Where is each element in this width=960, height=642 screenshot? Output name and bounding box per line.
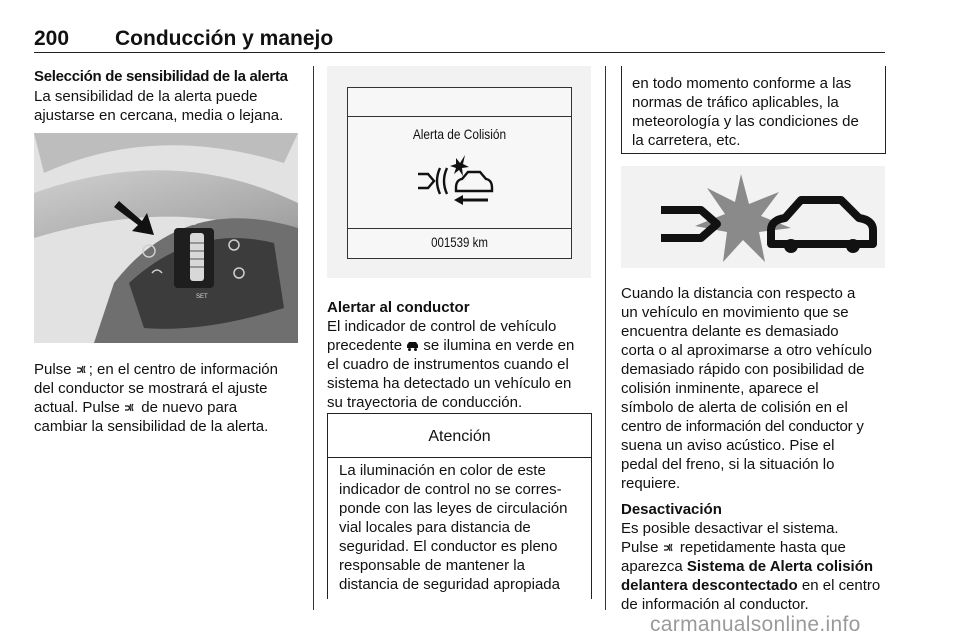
alert-driver-heading: Alertar al conductor [327,299,470,316]
alert-driver-line-5: su trayectoria de conducción. [327,394,523,411]
distance-line-10: pedal del freno, si la situación lo [621,456,835,473]
warning-box [327,413,592,599]
warning-title: Atención [428,428,491,445]
warning-line-7: distancia de seguridad apropiada [339,576,560,593]
front-vehicle-outline [771,200,873,244]
collision-button-icon [124,400,137,413]
distance-line-6: colisión inminente, aparece el [621,380,819,397]
distance-line-7: símbolo de alerta de colisión en el [621,399,848,416]
alert-driver-line-1: El indicador de control de vehículo [327,318,557,335]
deactivation-line-4 [621,576,880,596]
sensitivity-heading: Selección de sensibilidad de la alerta [34,68,288,85]
warning-line-5: seguridad. El conductor es pleno [339,538,558,555]
res-label: RES [184,221,197,227]
distance-line-1: Cuando la distancia con respecto a [621,285,856,302]
column-divider-2 [605,66,606,610]
sensitivity-intro-line-1: La sensibilidad de la alerta puede [34,88,258,105]
note-line-1: en todo momento conforme a las [632,75,852,92]
warning-line-3: ponde con las leyes de circulación [339,500,568,517]
collision-symbol-svg [621,166,885,268]
display-title: Alerta de Colisión [412,126,507,142]
distance-line-2: un vehículo en movimiento que se [621,304,849,321]
distance-line-9: suena un aviso acústico. Pise el [621,437,835,454]
collision-alert-icon [412,152,508,210]
distance-line-3: encuentra delante es demasiado [621,323,839,340]
sensitivity-body-line-4: cambiar la sensibilidad de la alerta. [34,418,269,435]
distance-line-8: centro de información del conductor y [621,418,864,435]
alert-driver-line-4: sistema ha detectado un vehículo en [327,375,572,392]
text-fragment: Pulse [34,361,76,378]
cluster-display-illustration [327,66,591,278]
vehicle-ahead-icon [406,338,419,351]
note-line-4: la carretera, etc. [632,132,741,149]
text-fragment: ; en el centro de información [88,361,278,378]
distance-line-4: corta o al aproximarse a otro vehículo [621,342,872,359]
deactivation-line-2 [621,538,846,558]
warning-line-2: indicador de control no se corres- [339,481,562,498]
text-fragment: precedente [327,337,407,354]
message-text-bold: delantera descontectado [621,577,798,594]
distance-line-5: demasiado rápido con posibilidad de [621,361,865,378]
collision-button-icon [663,540,676,553]
warning-line-6: responsable de mantener la [339,557,525,574]
note-line-3: meteorología y las condiciones de [632,113,859,130]
collision-symbol-illustration [621,166,885,268]
text-fragment: se ilumina en verde en [419,337,575,354]
page-header-title: Conducción y manejo [115,27,334,50]
steering-wheel-svg [34,133,298,343]
warning-line-1: La iluminación en color de este [339,462,546,479]
text-fragment: Pulse [621,539,663,556]
text-fragment: de nuevo para [137,399,238,416]
text-fragment: aparezca [621,558,687,575]
warning-title-rule [328,457,591,458]
alert-driver-line-2 [327,336,574,356]
message-text-bold: Sistema de Alerta colisión [686,558,874,575]
alert-driver-line-3: el cuadro de instrumentos cuando el [327,356,569,373]
distance-line-11: requiere. [621,475,681,492]
odometer-readout: 001539 km [431,234,488,250]
deactivation-line-3 [621,557,873,577]
text-fragment: actual. Pulse [34,399,125,416]
watermark: carmanualsonline.info [650,613,861,636]
sensitivity-intro-line-2: ajustarse en cercana, media o lejana. [34,107,284,124]
note-line-2: normas de tráfico aplicables, la [632,94,839,111]
warning-line-4: vial locales para distancia de [339,519,531,536]
steering-wheel-illustration [34,133,298,343]
set-label: SET [196,294,208,300]
text-fragment: en el centro [797,577,881,594]
column-divider-1 [313,66,314,610]
deactivation-line-5: de información al conductor. [621,596,809,613]
collision-button-icon [76,362,89,375]
display-top-rule [348,116,571,117]
display-frame [347,87,572,259]
page-number: 200 [34,27,70,50]
display-bottom-rule [348,228,571,229]
header-rule [34,52,885,53]
continued-note-box [621,66,886,154]
text-fragment: repetidamente hasta que [675,539,846,556]
sensitivity-body-line-1 [34,360,278,380]
deactivation-heading: Desactivación [621,501,722,518]
sensitivity-body-line-3 [34,398,237,418]
deactivation-line-1: Es posible desactivar el sistema. [621,520,839,537]
sensitivity-body-line-2: del conductor se mostrará el ajuste [34,380,268,397]
